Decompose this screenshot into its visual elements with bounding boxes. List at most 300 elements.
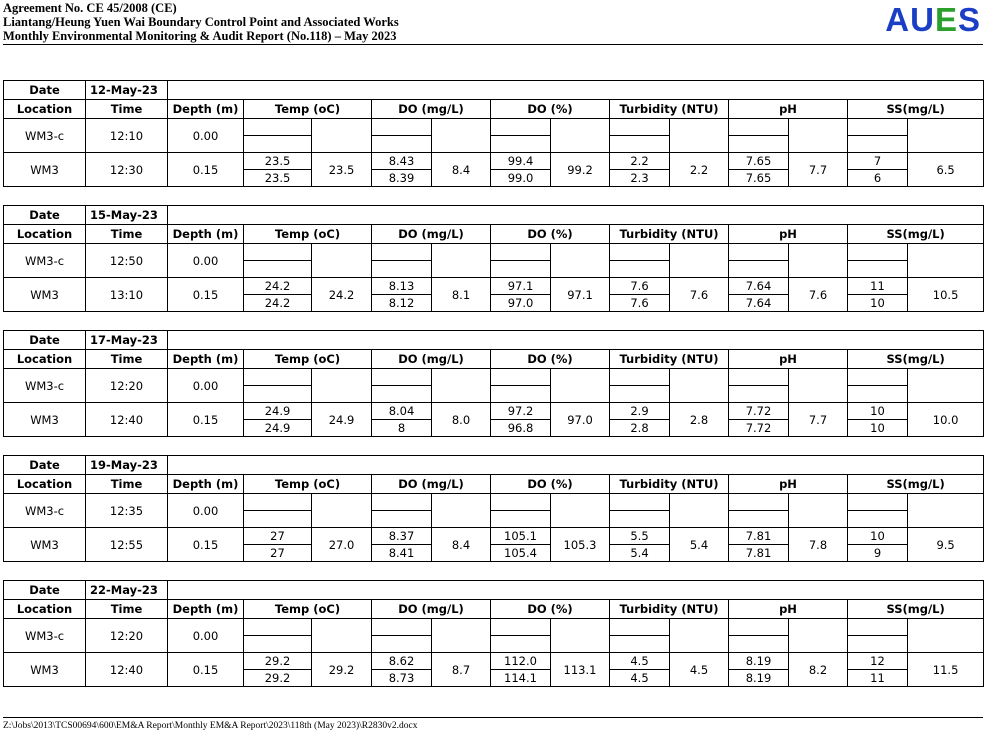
depth-cell: 0.15 bbox=[168, 153, 244, 187]
do-mgl-replicate-2 bbox=[372, 386, 431, 402]
date-label: Date bbox=[4, 456, 86, 475]
table-row bbox=[4, 278, 984, 312]
do-pct-replicate-2: 96.8 bbox=[507, 421, 534, 435]
ph-replicate-1: 7.64 bbox=[729, 278, 788, 295]
turbidity-replicate-2 bbox=[610, 261, 669, 277]
table-row bbox=[4, 494, 984, 528]
turbidity-replicate-2: 2.8 bbox=[630, 421, 649, 435]
do-pct-replicate-1 bbox=[491, 119, 550, 136]
do-mgl-replicates bbox=[372, 278, 432, 312]
ss-replicate-1 bbox=[848, 494, 907, 511]
do-mgl-replicate-1: 8.13 bbox=[372, 278, 431, 295]
turbidity-average bbox=[670, 619, 729, 653]
temp-replicate-2 bbox=[244, 511, 311, 527]
do-pct-replicate-1: 97.2 bbox=[491, 403, 550, 420]
location-cell: WM3 bbox=[4, 153, 86, 187]
turbidity-replicate-1: 5.5 bbox=[610, 528, 669, 545]
ss-replicates bbox=[848, 119, 908, 153]
time-cell: 12:20 bbox=[86, 619, 168, 653]
ss-replicate-1: 10 bbox=[848, 403, 907, 420]
column-header-do-mgl: DO (mg/L) bbox=[372, 350, 491, 369]
turbidity-replicates bbox=[610, 403, 670, 437]
turbidity-replicate-1: 7.6 bbox=[610, 278, 669, 295]
column-header-depth: Depth (m) bbox=[168, 225, 244, 244]
turbidity-average bbox=[670, 119, 729, 153]
report-header bbox=[3, 1, 983, 43]
do-mgl-average: 8.0 bbox=[432, 403, 491, 437]
date-value: 22-May-23 bbox=[86, 581, 168, 600]
ss-average bbox=[908, 369, 984, 403]
ph-replicates bbox=[729, 619, 789, 653]
do-pct-replicates bbox=[491, 244, 551, 278]
ph-average bbox=[789, 369, 848, 403]
ph-replicate-1 bbox=[729, 494, 788, 511]
do-pct-replicates bbox=[491, 278, 551, 312]
column-header-ss: SS(mg/L) bbox=[848, 225, 984, 244]
temp-replicate-1: 29.2 bbox=[244, 653, 311, 670]
ss-replicate-2: 6 bbox=[873, 171, 882, 185]
do-pct-replicates bbox=[491, 653, 551, 687]
ph-replicates bbox=[729, 153, 789, 187]
turbidity-replicates bbox=[610, 119, 670, 153]
temp-replicates bbox=[244, 653, 312, 687]
column-header-turbidity: Turbidity (NTU) bbox=[610, 350, 729, 369]
monitoring-table bbox=[3, 455, 984, 562]
ss-average: 10.0 bbox=[908, 403, 984, 437]
ss-replicate-2: 10 bbox=[870, 296, 885, 310]
table-row bbox=[4, 653, 984, 687]
temp-replicates bbox=[244, 119, 312, 153]
do-mgl-average bbox=[432, 494, 491, 528]
ss-replicate-2: 11 bbox=[870, 671, 885, 685]
do-mgl-replicates bbox=[372, 244, 432, 278]
monitoring-table bbox=[3, 330, 984, 437]
location-cell: WM3 bbox=[4, 278, 86, 312]
ph-replicate-2 bbox=[729, 636, 788, 652]
temp-replicate-1: 24.9 bbox=[244, 403, 311, 420]
column-header-do-mgl: DO (mg/L) bbox=[372, 100, 491, 119]
do-pct-replicate-1: 97.1 bbox=[491, 278, 550, 295]
column-header-ph: pH bbox=[729, 350, 848, 369]
ph-replicate-2: 7.81 bbox=[745, 546, 772, 560]
do-mgl-average bbox=[432, 619, 491, 653]
do-pct-replicates bbox=[491, 494, 551, 528]
turbidity-replicates bbox=[610, 244, 670, 278]
column-header-temp: Temp (oC) bbox=[244, 600, 372, 619]
do-pct-replicate-1 bbox=[491, 619, 550, 636]
column-header-ss: SS(mg/L) bbox=[848, 350, 984, 369]
ph-replicate-2: 8.19 bbox=[745, 671, 772, 685]
ph-replicates bbox=[729, 369, 789, 403]
ph-replicates bbox=[729, 528, 789, 562]
table-row bbox=[4, 369, 984, 403]
turbidity-replicate-2 bbox=[610, 511, 669, 527]
temp-replicates bbox=[244, 244, 312, 278]
date-row-filler bbox=[168, 331, 984, 350]
column-header-do-pct: DO (%) bbox=[491, 100, 610, 119]
do-pct-replicate-2: 105.4 bbox=[504, 546, 537, 560]
do-pct-average bbox=[551, 619, 610, 653]
location-cell: WM3-c bbox=[4, 619, 86, 653]
ph-replicate-2: 7.65 bbox=[745, 171, 772, 185]
column-header-time: Time bbox=[86, 475, 168, 494]
temp-average bbox=[312, 494, 372, 528]
temp-average bbox=[312, 619, 372, 653]
turbidity-replicate-1 bbox=[610, 119, 669, 136]
ss-replicate-1 bbox=[848, 244, 907, 261]
turbidity-replicates bbox=[610, 153, 670, 187]
ph-average: 8.2 bbox=[789, 653, 848, 687]
temp-average bbox=[312, 369, 372, 403]
date-row-filler bbox=[168, 81, 984, 100]
date-label: Date bbox=[4, 331, 86, 350]
location-cell: WM3-c bbox=[4, 369, 86, 403]
temp-average bbox=[312, 119, 372, 153]
turbidity-average: 4.5 bbox=[670, 653, 729, 687]
column-header-ph: pH bbox=[729, 600, 848, 619]
depth-cell: 0.00 bbox=[168, 244, 244, 278]
temp-replicates bbox=[244, 153, 312, 187]
do-pct-replicate-2 bbox=[491, 136, 550, 152]
column-header-depth: Depth (m) bbox=[168, 600, 244, 619]
turbidity-replicate-2: 4.5 bbox=[630, 671, 649, 685]
temp-replicate-2: 29.2 bbox=[264, 671, 291, 685]
date-row-filler bbox=[168, 581, 984, 600]
ph-average: 7.6 bbox=[789, 278, 848, 312]
do-mgl-average bbox=[432, 119, 491, 153]
do-mgl-replicate-2: 8 bbox=[397, 421, 406, 435]
do-pct-replicate-2 bbox=[491, 511, 550, 527]
temp-replicate-1 bbox=[244, 494, 311, 511]
ss-replicate-2: 10 bbox=[870, 421, 885, 435]
ph-replicate-1 bbox=[729, 369, 788, 386]
do-pct-replicates bbox=[491, 119, 551, 153]
ss-replicates bbox=[848, 153, 908, 187]
column-header-row bbox=[4, 350, 984, 369]
depth-cell: 0.15 bbox=[168, 528, 244, 562]
temp-average: 29.2 bbox=[312, 653, 372, 687]
report-title: Monthly Environmental Monitoring & Audit Report (No.118) – May 2023 bbox=[3, 29, 397, 43]
ph-replicate-2: 7.64 bbox=[745, 296, 772, 310]
depth-cell: 0.00 bbox=[168, 494, 244, 528]
do-pct-replicate-1 bbox=[491, 244, 550, 261]
ss-replicate-1: 7 bbox=[848, 153, 907, 170]
ph-replicate-1: 7.72 bbox=[729, 403, 788, 420]
temp-replicate-1: 23.5 bbox=[244, 153, 311, 170]
turbidity-replicate-1: 2.9 bbox=[610, 403, 669, 420]
depth-cell: 0.00 bbox=[168, 119, 244, 153]
temp-replicate-1: 24.2 bbox=[244, 278, 311, 295]
column-header-location: Location bbox=[4, 350, 86, 369]
do-mgl-replicate-1: 8.37 bbox=[372, 528, 431, 545]
time-cell: 12:30 bbox=[86, 153, 168, 187]
column-header-turbidity: Turbidity (NTU) bbox=[610, 225, 729, 244]
turbidity-replicate-1 bbox=[610, 619, 669, 636]
temp-replicates bbox=[244, 494, 312, 528]
monitoring-table bbox=[3, 205, 984, 312]
do-mgl-average: 8.7 bbox=[432, 653, 491, 687]
ph-average bbox=[789, 494, 848, 528]
turbidity-replicate-2 bbox=[610, 636, 669, 652]
turbidity-replicate-1 bbox=[610, 369, 669, 386]
do-pct-average: 99.2 bbox=[551, 153, 610, 187]
ss-replicate-1: 10 bbox=[848, 528, 907, 545]
ss-average: 11.5 bbox=[908, 653, 984, 687]
do-pct-average: 113.1 bbox=[551, 653, 610, 687]
column-header-turbidity: Turbidity (NTU) bbox=[610, 475, 729, 494]
ss-replicate-2: 9 bbox=[873, 546, 882, 560]
column-header-location: Location bbox=[4, 475, 86, 494]
ss-replicate-1: 11 bbox=[848, 278, 907, 295]
location-cell: WM3-c bbox=[4, 244, 86, 278]
do-pct-average bbox=[551, 244, 610, 278]
date-value: 12-May-23 bbox=[86, 81, 168, 100]
do-pct-replicate-1 bbox=[491, 494, 550, 511]
location-cell: WM3-c bbox=[4, 119, 86, 153]
temp-replicate-2 bbox=[244, 136, 311, 152]
date-row bbox=[4, 206, 984, 225]
temp-replicate-2 bbox=[244, 386, 311, 402]
depth-cell: 0.15 bbox=[168, 278, 244, 312]
column-header-time: Time bbox=[86, 350, 168, 369]
column-header-do-mgl: DO (mg/L) bbox=[372, 600, 491, 619]
turbidity-replicate-1: 2.2 bbox=[610, 153, 669, 170]
table-row bbox=[4, 403, 984, 437]
do-pct-replicates bbox=[491, 369, 551, 403]
column-header-time: Time bbox=[86, 100, 168, 119]
turbidity-average bbox=[670, 244, 729, 278]
column-header-temp: Temp (oC) bbox=[244, 100, 372, 119]
time-cell: 12:20 bbox=[86, 369, 168, 403]
do-mgl-replicate-2: 8.39 bbox=[388, 171, 415, 185]
time-cell: 12:40 bbox=[86, 653, 168, 687]
do-pct-replicates bbox=[491, 619, 551, 653]
ss-replicates bbox=[848, 369, 908, 403]
table-row bbox=[4, 528, 984, 562]
do-mgl-replicate-2: 8.73 bbox=[388, 671, 415, 685]
do-mgl-replicates bbox=[372, 619, 432, 653]
temp-replicate-1 bbox=[244, 619, 311, 636]
aues-logo: AUES bbox=[885, 1, 981, 38]
location-cell: WM3-c bbox=[4, 494, 86, 528]
ph-replicates bbox=[729, 278, 789, 312]
ss-replicates bbox=[848, 619, 908, 653]
time-cell: 12:55 bbox=[86, 528, 168, 562]
do-pct-replicate-2 bbox=[491, 386, 550, 402]
ph-replicate-1: 7.65 bbox=[729, 153, 788, 170]
ss-average: 10.5 bbox=[908, 278, 984, 312]
project-title: Liantang/Heung Yuen Wai Boundary Control Point and Associated Works bbox=[3, 15, 399, 29]
turbidity-average: 2.2 bbox=[670, 153, 729, 187]
ss-average: 6.5 bbox=[908, 153, 984, 187]
column-header-do-pct: DO (%) bbox=[491, 350, 610, 369]
column-header-location: Location bbox=[4, 600, 86, 619]
date-row bbox=[4, 581, 984, 600]
time-cell: 12:50 bbox=[86, 244, 168, 278]
column-header-do-mgl: DO (mg/L) bbox=[372, 475, 491, 494]
do-mgl-replicates bbox=[372, 528, 432, 562]
ph-replicate-2: 7.72 bbox=[745, 421, 772, 435]
ss-replicates bbox=[848, 653, 908, 687]
turbidity-replicate-1: 4.5 bbox=[610, 653, 669, 670]
header-divider bbox=[3, 44, 983, 45]
turbidity-replicate-2 bbox=[610, 136, 669, 152]
temp-average bbox=[312, 244, 372, 278]
ph-replicate-2 bbox=[729, 511, 788, 527]
do-pct-replicates bbox=[491, 528, 551, 562]
ph-replicate-2 bbox=[729, 136, 788, 152]
temp-replicate-1 bbox=[244, 369, 311, 386]
column-header-ph: pH bbox=[729, 225, 848, 244]
temp-replicate-2: 23.5 bbox=[264, 171, 291, 185]
turbidity-replicates bbox=[610, 278, 670, 312]
do-mgl-replicate-2 bbox=[372, 511, 431, 527]
temp-replicate-2: 24.9 bbox=[264, 421, 291, 435]
column-header-ss: SS(mg/L) bbox=[848, 600, 984, 619]
turbidity-average: 5.4 bbox=[670, 528, 729, 562]
ss-replicate-2 bbox=[848, 636, 907, 652]
ss-replicate-1 bbox=[848, 619, 907, 636]
turbidity-average bbox=[670, 369, 729, 403]
turbidity-replicates bbox=[610, 528, 670, 562]
ss-replicate-1 bbox=[848, 369, 907, 386]
table-row bbox=[4, 153, 984, 187]
column-header-do-pct: DO (%) bbox=[491, 600, 610, 619]
ss-average bbox=[908, 119, 984, 153]
temp-replicates bbox=[244, 369, 312, 403]
date-row-filler bbox=[168, 206, 984, 225]
temp-replicate-1 bbox=[244, 244, 311, 261]
do-pct-replicate-2: 114.1 bbox=[504, 671, 537, 685]
ss-replicate-2 bbox=[848, 136, 907, 152]
column-header-row bbox=[4, 600, 984, 619]
do-mgl-replicate-1 bbox=[372, 619, 431, 636]
do-mgl-replicate-2: 8.12 bbox=[388, 296, 415, 310]
ph-average bbox=[789, 119, 848, 153]
column-header-row bbox=[4, 475, 984, 494]
do-mgl-replicates bbox=[372, 153, 432, 187]
do-mgl-replicates bbox=[372, 119, 432, 153]
date-row bbox=[4, 331, 984, 350]
do-pct-average: 97.0 bbox=[551, 403, 610, 437]
do-mgl-average bbox=[432, 369, 491, 403]
date-row-filler bbox=[168, 456, 984, 475]
do-mgl-replicate-1 bbox=[372, 244, 431, 261]
do-pct-replicate-2 bbox=[491, 636, 550, 652]
table-row bbox=[4, 244, 984, 278]
column-header-temp: Temp (oC) bbox=[244, 350, 372, 369]
turbidity-replicate-1 bbox=[610, 494, 669, 511]
ss-average: 9.5 bbox=[908, 528, 984, 562]
turbidity-replicates bbox=[610, 619, 670, 653]
temp-replicate-2 bbox=[244, 636, 311, 652]
do-mgl-replicate-2 bbox=[372, 136, 431, 152]
time-cell: 12:35 bbox=[86, 494, 168, 528]
column-header-turbidity: Turbidity (NTU) bbox=[610, 600, 729, 619]
temp-average: 24.2 bbox=[312, 278, 372, 312]
temp-replicates bbox=[244, 278, 312, 312]
column-header-time: Time bbox=[86, 600, 168, 619]
ss-replicates bbox=[848, 494, 908, 528]
ss-replicate-2 bbox=[848, 386, 907, 402]
do-pct-replicate-2: 99.0 bbox=[507, 171, 534, 185]
turbidity-replicate-1 bbox=[610, 244, 669, 261]
agreement-number: Agreement No. CE 45/2008 (CE) bbox=[3, 1, 177, 15]
do-mgl-replicates bbox=[372, 494, 432, 528]
do-pct-average bbox=[551, 119, 610, 153]
do-mgl-replicate-1 bbox=[372, 119, 431, 136]
location-cell: WM3 bbox=[4, 528, 86, 562]
temp-replicate-2 bbox=[244, 261, 311, 277]
ph-replicate-1 bbox=[729, 244, 788, 261]
do-pct-replicates bbox=[491, 153, 551, 187]
time-cell: 13:10 bbox=[86, 278, 168, 312]
do-mgl-replicate-1 bbox=[372, 369, 431, 386]
column-header-do-pct: DO (%) bbox=[491, 475, 610, 494]
ph-average: 7.7 bbox=[789, 153, 848, 187]
column-header-location: Location bbox=[4, 225, 86, 244]
column-header-ss: SS(mg/L) bbox=[848, 100, 984, 119]
do-mgl-average: 8.1 bbox=[432, 278, 491, 312]
location-cell: WM3 bbox=[4, 653, 86, 687]
date-value: 19-May-23 bbox=[86, 456, 168, 475]
depth-cell: 0.15 bbox=[168, 403, 244, 437]
ph-average bbox=[789, 619, 848, 653]
ph-average bbox=[789, 244, 848, 278]
column-header-ph: pH bbox=[729, 100, 848, 119]
temp-average: 24.9 bbox=[312, 403, 372, 437]
depth-cell: 0.15 bbox=[168, 653, 244, 687]
column-header-turbidity: Turbidity (NTU) bbox=[610, 100, 729, 119]
do-pct-replicates bbox=[491, 403, 551, 437]
temp-replicates bbox=[244, 619, 312, 653]
turbidity-average bbox=[670, 494, 729, 528]
ph-replicate-1 bbox=[729, 619, 788, 636]
column-header-temp: Temp (oC) bbox=[244, 475, 372, 494]
ss-average bbox=[908, 619, 984, 653]
ss-replicate-2 bbox=[848, 261, 907, 277]
date-row bbox=[4, 81, 984, 100]
location-cell: WM3 bbox=[4, 403, 86, 437]
ss-replicate-1: 12 bbox=[848, 653, 907, 670]
column-header-ss: SS(mg/L) bbox=[848, 475, 984, 494]
depth-cell: 0.00 bbox=[168, 369, 244, 403]
temp-replicate-1 bbox=[244, 119, 311, 136]
column-header-depth: Depth (m) bbox=[168, 475, 244, 494]
time-cell: 12:40 bbox=[86, 403, 168, 437]
ss-replicates bbox=[848, 278, 908, 312]
ph-replicate-2 bbox=[729, 261, 788, 277]
date-label: Date bbox=[4, 581, 86, 600]
do-mgl-average: 8.4 bbox=[432, 153, 491, 187]
ss-replicate-2 bbox=[848, 511, 907, 527]
turbidity-replicates bbox=[610, 653, 670, 687]
temp-replicate-2: 24.2 bbox=[264, 296, 291, 310]
turbidity-average: 7.6 bbox=[670, 278, 729, 312]
column-header-temp: Temp (oC) bbox=[244, 225, 372, 244]
ph-average: 7.7 bbox=[789, 403, 848, 437]
do-mgl-average bbox=[432, 244, 491, 278]
date-label: Date bbox=[4, 81, 86, 100]
column-header-row bbox=[4, 225, 984, 244]
do-mgl-replicates bbox=[372, 369, 432, 403]
do-mgl-replicate-1 bbox=[372, 494, 431, 511]
do-mgl-replicate-2: 8.41 bbox=[388, 546, 415, 560]
date-label: Date bbox=[4, 206, 86, 225]
turbidity-replicate-2: 5.4 bbox=[630, 546, 649, 560]
ph-replicates bbox=[729, 244, 789, 278]
do-pct-replicate-1: 99.4 bbox=[491, 153, 550, 170]
